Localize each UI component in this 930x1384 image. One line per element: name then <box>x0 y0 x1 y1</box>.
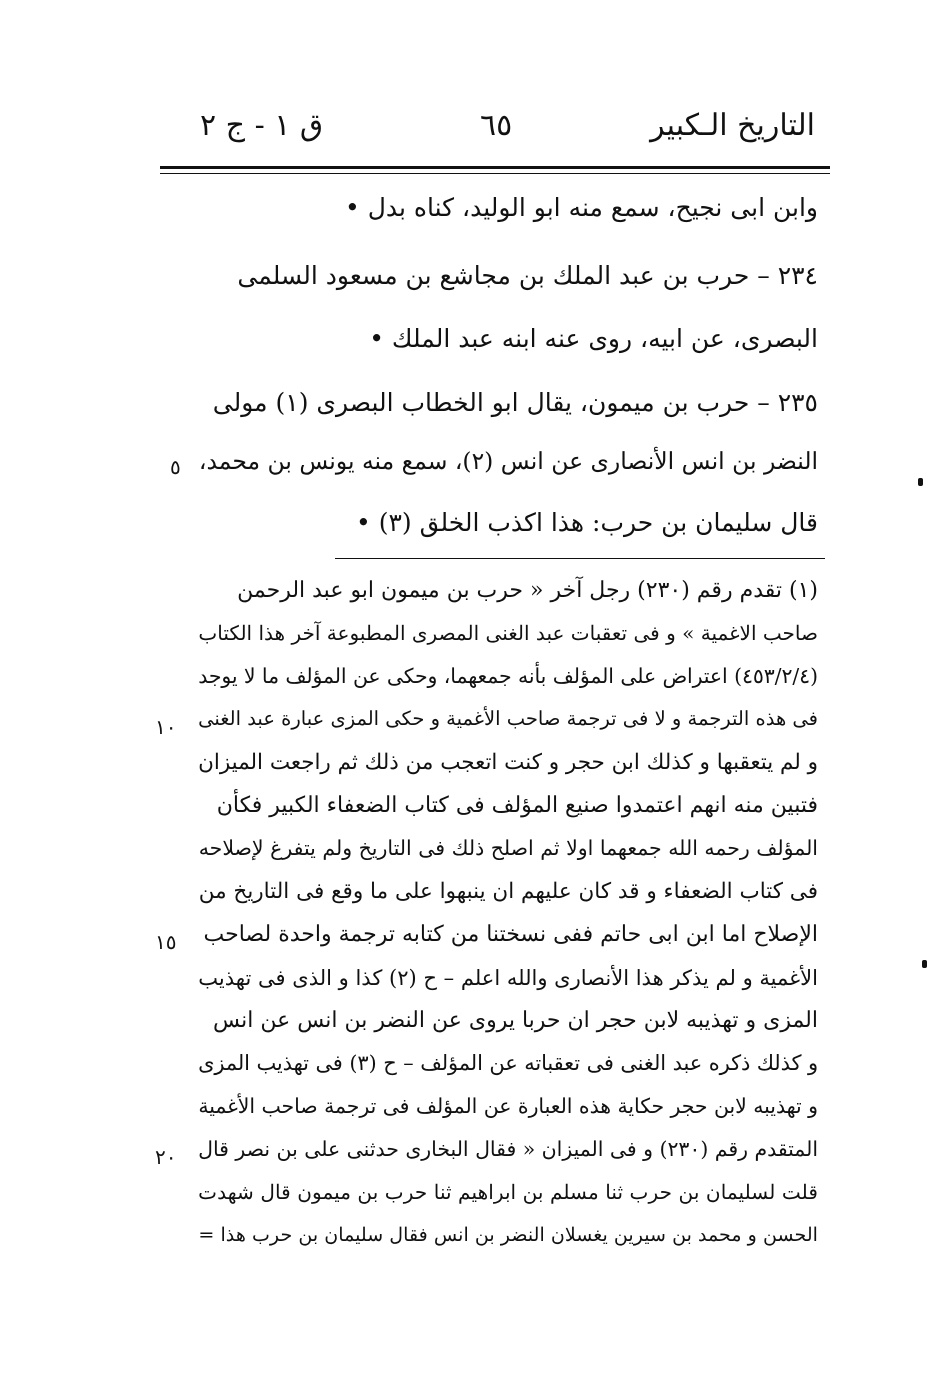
volume-label: ق ١ - ج ٢ <box>200 108 324 143</box>
footnote-line: قلت لسليمان بن حرب ثنا مسلم بن ابراهيم ثنا حرب بن ميمون قال شهدت <box>198 1180 818 1204</box>
main-line: النضر بن انس الأنصارى عن انس (٢)، سمع منه يونس بن محمد، <box>198 447 818 475</box>
footnote-line: الأغمية و لم يذكر هذا الأنصارى والله اعلم – ح (٢) كذا و الذى فى تهذيب <box>198 965 818 990</box>
main-line: ٢٣٤ – حرب بن عبد الملك بن مجاشع بن مسعود السلمى <box>237 261 818 290</box>
margin-mark <box>918 478 923 486</box>
main-line: وابن ابى نجيح، سمع منه ابو الوليد، كناه بدل • <box>345 193 818 222</box>
footnote-line: فى هذه الترجمة و لا فى ترجمة صاحب الأغمية و حكى المزى عبارة عبد الغنى <box>198 707 818 730</box>
line-number-marker: ١٠ <box>155 715 177 739</box>
main-line: قال سليمان بن حرب: هذا اكذب الخلق (٣) • <box>356 508 818 537</box>
footnote-separator <box>335 558 825 559</box>
footnote-line: (١) تقدم رقم (٢٣٠) رجل آخر « حرب بن ميمون ابو عبد الرحمن <box>237 578 818 603</box>
line-number-marker: ٥ <box>170 455 181 479</box>
footnote-line: فتبين منه انهم اعتمدوا صنيع المؤلف فى كتاب الضعفاء الكبير فكأن <box>216 793 818 818</box>
main-line: ٢٣٥ – حرب بن ميمون، يقال ابو الخطاب البصرى (١) مولى <box>212 388 818 417</box>
margin-mark <box>922 960 927 968</box>
footnote-line: الحسن و محمد بن سيرين يغسلان النضر بن انس فقال سليمان بن حرب هذا = <box>198 1223 818 1246</box>
footnote-line: الإصلاح اما ابن ابى حاتم ففى نسختنا من كتابه ترجمة واحدة لصاحب <box>203 922 818 947</box>
header-rule-thin <box>160 173 830 174</box>
footnote-line: المتقدم رقم (٢٣٠) و فى الميزان « فقال البخارى حدثنى على بن نصر قال <box>198 1137 818 1161</box>
line-number-marker: ١٥ <box>155 930 177 954</box>
line-number-marker: ٢٠ <box>155 1145 177 1169</box>
footnote-line: صاحب الاغمية » و فى تعقبات عبد الغنى المصرى المطبوعة آخر هذا الكتاب <box>198 621 818 645</box>
footnote-line: (٤٥٣/٢/٤) اعتراض على المؤلف بأنه جمعهما، وحكى عن المؤلف ما لا يوجد <box>198 664 818 688</box>
footnote-line: و كذلك ذكره عبد الغنى فى تعقباته عن المؤلف – ح (٣) فى تهذيب المزى <box>198 1051 818 1075</box>
main-line: البصرى، عن ابيه، روى عنه ابنه عبد الملك • <box>369 324 818 353</box>
header-rule-thick <box>160 166 830 169</box>
book-title: التاريخ الـكبير <box>650 108 815 143</box>
footnote-line: المزى و تهذيبه لابن حجر ان حربا يروى عن النضر بن انس عن انس <box>213 1008 818 1033</box>
page-header <box>190 108 815 158</box>
footnote-line: المؤلف رحمه الله جمعهما اولا ثم اصلح ذلك فى التاريخ ولم يتفرغ لإصلاحه <box>198 836 818 860</box>
footnote-line: و تهذيبه لابن حجر حكاية هذه العبارة عن المؤلف فى ترجمة صاحب الأغمية <box>198 1094 818 1118</box>
footnote-line: فى كتاب الضعفاء و قد كان عليهم ان ينبهوا على ما وقع فى التاريخ من <box>198 879 818 904</box>
footnote-line: و لم يتعقبها و كذلك ابن حجر و كنت اتعجب من ذلك ثم راجعت الميزان <box>198 750 818 775</box>
page-number: ٦٥ <box>480 108 513 143</box>
